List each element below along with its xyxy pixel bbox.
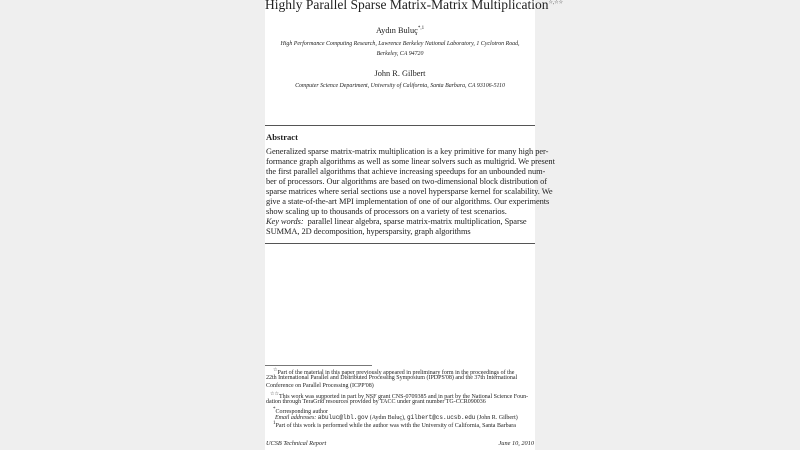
abstract-heading: Abstract <box>266 132 298 142</box>
title-footnote-marks: ☆,☆☆ <box>548 0 564 6</box>
abstract-line: ber of processors. Our algorithms are based on two-dimensional block distribution of <box>266 177 547 186</box>
footnote-text: Corresponding author <box>275 409 328 415</box>
footnote-text: This work was supported in part by NSF grant CNS-0709385 and in part by the National Science Foun- <box>278 394 529 400</box>
keywords-line-2: SUMMA, 2D decomposition, hypersparsity, graph algorithms <box>266 227 471 236</box>
email-addresses <box>275 414 518 421</box>
author-marks: *,1 <box>417 26 425 32</box>
abstract-line: show scaling up to thousands of processors on a variety of test scenarios. <box>266 207 507 216</box>
affiliation-1-line-1: High Performance Computing Research, Lawrence Berkeley National Laboratory, 1 Cyclotron Road, <box>280 41 520 47</box>
footer-right: June 10, 2010 <box>498 440 534 447</box>
footnote-mark: 1 <box>273 421 276 426</box>
abstract-line: Generalized sparse matrix-matrix multiplication is a key primitive for many high per- <box>266 147 549 156</box>
paper-title <box>265 0 564 13</box>
keywords-label: Key words: <box>266 217 304 226</box>
title-text: Highly Parallel Sparse Matrix-Matrix Multiplication <box>265 0 549 12</box>
abstract-line: the first parallel algorithms that achieve increasing speedups for an unbounded num- <box>266 167 546 176</box>
footnote-1-line-3: Conference on Parallel Processing (ICPP'08) <box>266 383 374 389</box>
footnote-4 <box>273 421 516 429</box>
email-label: Email addresses: <box>275 415 317 421</box>
author-1 <box>265 26 535 35</box>
author-2: John R. Gilbert <box>374 69 426 78</box>
footnote-1-line-2: 22th International Parallel and Distributed Processing Symposium (IPDPS'08) and the 37th International <box>266 375 518 381</box>
email-1-name: (Aydın Buluç), <box>368 415 407 421</box>
affiliation-1-line-2: Berkeley, CA 94720 <box>376 51 424 57</box>
abstract-line: sparse matrices where serial sections use a novel hypersparse kernel for scalability. We <box>266 187 553 196</box>
footnote-mark: ☆ <box>273 368 278 373</box>
footnote-mark: ☆☆ <box>270 392 279 397</box>
footnote-text: Part of this work is performed while the author was with the University of California, Santa Barbara <box>275 423 516 429</box>
footnote-rule <box>265 365 372 366</box>
footer-left: UCSB Technical Report <box>266 440 327 447</box>
email-2-name: (John R. Gilbert) <box>475 415 518 421</box>
affiliation-2: Computer Science Department, University of California, Santa Barbara, CA 93106-5110 <box>295 83 505 89</box>
email-1: abuluc@lbl.gov <box>317 414 369 421</box>
footnote-2-line-2: dation through TeraGrid resources provided by TACC under grant number TG-CCR090036 <box>266 399 486 405</box>
paper-page <box>265 0 564 450</box>
divider-top <box>265 125 535 126</box>
author-name: Aydın Buluç <box>375 26 418 35</box>
divider-bottom <box>265 243 535 244</box>
abstract-line: give a state-of-the-art MPI implementation of one of our algorithms. Our experiments <box>266 197 550 206</box>
footnote-mark: * <box>273 407 276 412</box>
footnote-text: Part of the material in this paper previously appeared in preliminary form in the proceedings of the <box>277 370 515 376</box>
abstract-line: formance graph algorithms as well as some linear solvers such as multigrid. We present <box>266 157 555 166</box>
keywords-line-1 <box>266 217 527 226</box>
email-2: gilbert@cs.ucsb.edu <box>406 414 476 421</box>
keywords-text: parallel linear algebra, sparse matrix-matrix multiplication, Sparse <box>307 217 527 226</box>
